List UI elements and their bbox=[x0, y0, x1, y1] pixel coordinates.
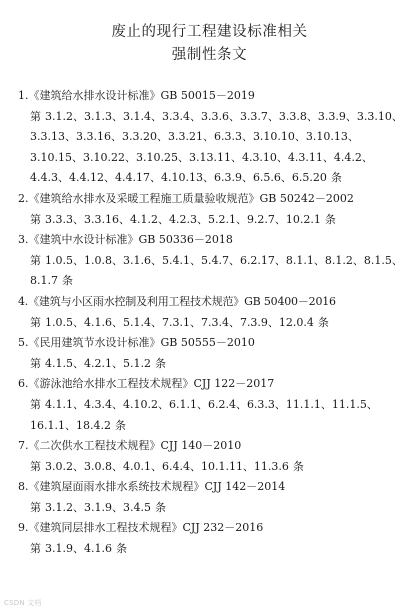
standard-title-7: 7.《二次供水工程技术规程》CJJ 140－2010 bbox=[18, 439, 242, 453]
standard-item-9 bbox=[18, 518, 407, 559]
clause-list-5: 第 4.1.5、4.2.1、5.1.2 条 bbox=[30, 356, 166, 370]
standard-item-4 bbox=[18, 292, 407, 333]
standard-item-1 bbox=[18, 86, 407, 189]
standard-title-9: 9.《建筑同层排水工程技术规程》CJJ 232－2016 bbox=[18, 521, 264, 535]
clause-list-9: 第 3.1.9、4.1.6 条 bbox=[30, 542, 127, 556]
clause-list-3: 第 1.0.5、1.0.8、3.1.6、5.4.1、5.4.7、6.2.17、8.1.1、8.1.2、8.1.5、8.1.7 条 bbox=[30, 253, 403, 288]
standard-title-4: 4.《建筑与小区雨水控制及利用工程技术规范》GB 50400－2016 bbox=[18, 294, 336, 308]
clause-list-6: 第 4.1.1、4.3.4、4.10.2、6.1.1、6.2.4、6.3.3、11.1.1、11.1.5、16.1.1、18.4.2 条 bbox=[30, 397, 378, 432]
page-title-line-2: 强制性条文 bbox=[171, 47, 248, 63]
standard-item-5 bbox=[18, 333, 407, 374]
page-title-line-1: 废止的现行工程建设标准相关 bbox=[111, 24, 308, 40]
standard-item-3 bbox=[18, 230, 407, 292]
watermark: CSDN 文档 bbox=[4, 599, 42, 607]
standard-item-6 bbox=[18, 374, 407, 436]
clause-list-2: 第 3.3.3、3.3.16、4.1.2、4.2.3、5.2.1、9.2.7、10.2.1 条 bbox=[30, 212, 336, 226]
standard-item-2 bbox=[18, 189, 407, 230]
standard-title-3: 3.《建筑中水设计标准》GB 50336－2018 bbox=[18, 233, 233, 247]
standard-title-2: 2.《建筑给水排水及采暖工程施工质量验收规范》GB 50242－2002 bbox=[18, 191, 354, 205]
standard-title-6: 6.《游泳池给水排水工程技术规程》CJJ 122－2017 bbox=[18, 377, 275, 391]
clause-list-8: 第 3.1.2、3.1.9、3.4.5 条 bbox=[30, 500, 166, 514]
standard-title-1: 1.《建筑给水排水设计标准》GB 50015－2019 bbox=[18, 89, 255, 102]
clause-list-7: 第 3.0.2、3.0.8、4.0.1、6.4.4、10.1.11、11.3.6 条 bbox=[30, 459, 304, 473]
standard-title-5: 5.《民用建筑节水设计标准》GB 50555－2010 bbox=[18, 336, 255, 350]
standard-item-8 bbox=[18, 477, 407, 518]
standard-item-7 bbox=[18, 436, 407, 477]
standard-title-8: 8.《建筑屋面雨水排水系统技术规程》CJJ 142－2014 bbox=[18, 480, 286, 494]
standards-list bbox=[0, 86, 419, 560]
clause-list-4: 第 1.0.5、4.1.6、5.1.4、7.3.1、7.3.4、7.3.9、12.0.4 条 bbox=[30, 315, 329, 329]
clause-list-1: 第 3.1.2、3.1.3、3.1.4、3.3.4、3.3.6、3.3.7、3.3.8、3.3.9、3.3.10、3.3.13、3.3.16、3.3.20、3.3.21、6.3.3、3.10.10、3.10.13、3.10.15、3.10.22、3.10.25、3.13.11、4.3.10、4.3.11、4.4.2、4.4.3、4.4.12、4.4.17、4.10.13、6.3.9、6.5.6、6.5.20 条 bbox=[30, 109, 403, 185]
